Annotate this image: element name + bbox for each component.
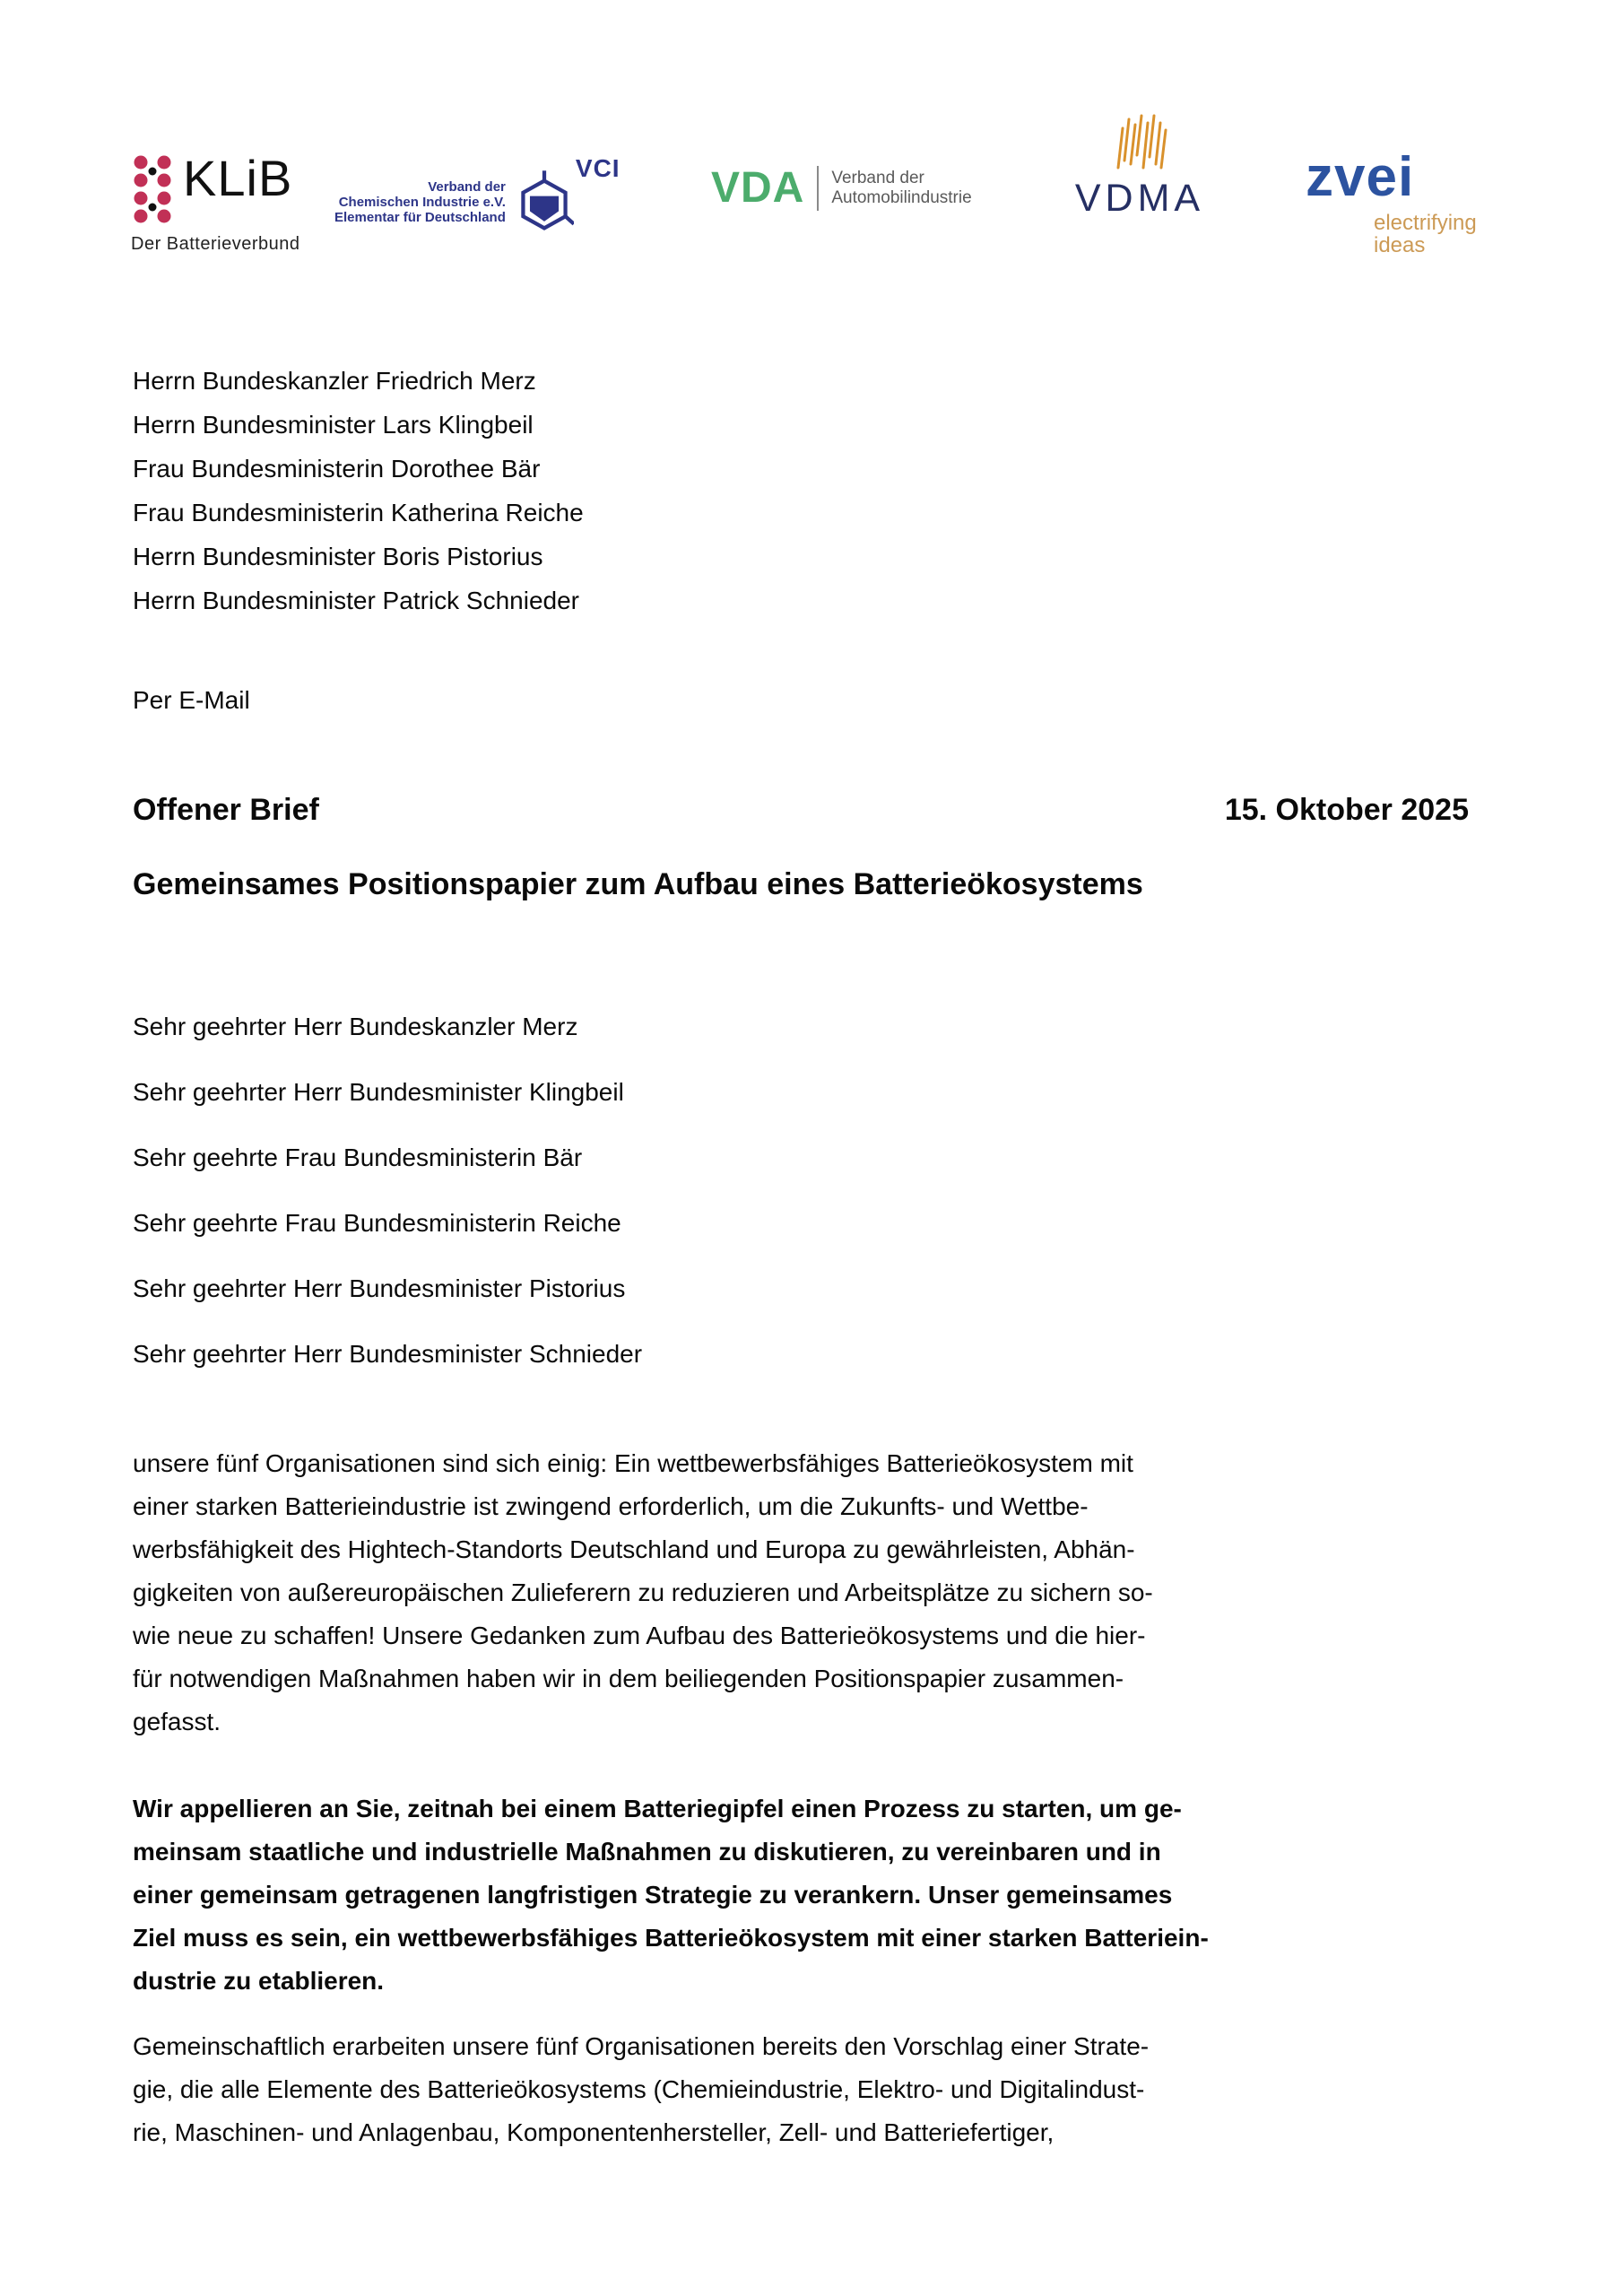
recipient: Frau Bundesministerin Katherina Reiche [133,499,584,526]
vci-claim: Verband der Chemischen Industrie e.V. Elementar für Deutschland [334,179,506,225]
salutation: Sehr geehrter Herr Bundeskanzler Merz [133,1013,578,1040]
letter-date: 15. Oktober 2025 [1224,793,1469,827]
recipient: Herrn Bundeskanzler Friedrich Merz [133,367,536,395]
vda-claim: Verband der Automobilindustrie [831,169,972,207]
salutation: Sehr geehrter Herr Bundesminister Schnieder [133,1340,643,1368]
vda-divider [817,166,819,211]
vdma-strokes-icon [1112,158,1167,173]
klib-wordmark: KLiB [183,150,293,206]
letter-title: Offener Brief [133,793,319,827]
recipient: Frau Bundesministerin Dorothee Bär [133,455,541,483]
paragraph-intro: unsere fünf Organisationen sind sich einig: Ein wettbewerbsfähiges Batterieökosystem mit einer starken Batterieindustrie ist zwingend erforderlich, um die Zukunfts- und Wettbe- werbsfähigkeit des Hightech-Standorts Deutschland und Europa zu gewährleisten, Abhän- gigkeiten von außereuropäischen Zulieferern zu reduzieren und Arbeitsplätze zu sichern so- wie neue zu schaffen! Unsere Gedanken zum Aufbau des Batterieökosystems und die hier- für notwendigen Maßnahmen haben wir in dem beiliegenden Positionspapier zusammen- gefasst. [133,1449,1153,1735]
recipient: Herrn Bundesminister Patrick Schnieder [133,587,579,614]
vda-wordmark: VDA [711,164,805,212]
salutation: Sehr geehrter Herr Bundesminister Klingbeil [133,1078,624,1106]
paragraph-strategy: Gemeinschaftlich erarbeiten unsere fünf Organisationen bereits den Vorschlag einer Strate- gie, die alle Elemente des Batterieökosystems (Chemieindustrie, Elektro- und Digitalindust- rie, Maschinen- und Anlagenbau, Komponentenhersteller, Zell- und Batteriefertiger, [133,2032,1150,2146]
vci-wordmark: VCI [575,154,621,182]
benzene-icon [515,170,574,243]
recipient: Herrn Bundesminister Boris Pistorius [133,543,543,570]
vda-logo [711,166,972,211]
recipient-list [133,359,584,622]
zvei-logo [1306,146,1477,257]
salutation: Sehr geehrte Frau Bundesministerin Reiche [133,1209,621,1237]
vdma-wordmark: VDMA [1074,177,1205,220]
zvei-tagline: electrifying ideas [1374,211,1477,257]
vdma-logo [1063,112,1216,219]
klib-logo [131,152,310,255]
salutation-block [133,1004,642,1397]
letter-header [133,792,1469,828]
subject-line: Gemeinsames Positionspapier zum Aufbau eines Batterieökosystems [133,867,1143,901]
salutation: Sehr geehrte Frau Bundesministerin Bär [133,1144,583,1171]
recipient: Herrn Bundesminister Lars Klingbeil [133,411,534,439]
zvei-wordmark: zvei [1306,146,1415,208]
paragraph-appeal-bold: Wir appellieren an Sie, zeitnah bei einem Batteriegipfel einen Prozess zu starten, um ge- meinsam staatliche und industrielle Maßnahmen zu diskutieren, zu vereinbaren und in einer gemeinsam getragenen langfristigen Strategie zu verankern. Unser gemeinsames Ziel muss es sein, ein wettbewerbsfähiges Batterieökosystem mit einer starken Batteriein- dustrie zu etablieren. [133,1795,1209,1995]
salutation: Sehr geehrter Herr Bundesminister Pistorius [133,1274,626,1302]
klib-dots-icon [131,152,178,229]
delivery-method: Per E-Mail [133,686,250,714]
vci-logo [334,154,621,243]
klib-subtitle: Der Batterieverbund [131,234,300,254]
